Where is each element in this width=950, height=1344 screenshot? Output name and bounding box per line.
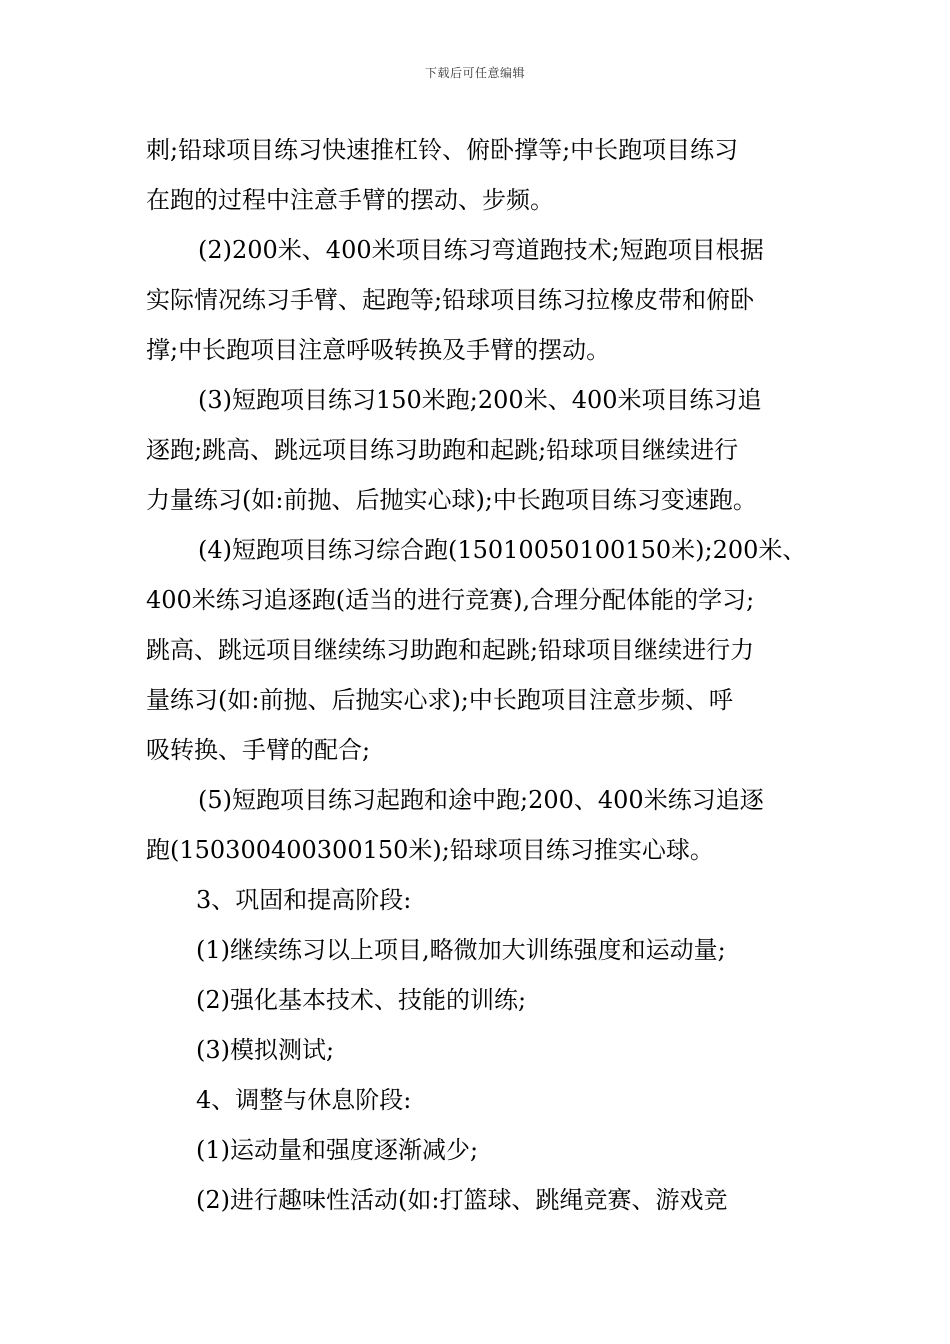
text-line: 在跑的过程中注意手臂的摆动、步频。 [146, 186, 554, 214]
paragraph-start-line: (5)短跑项目练习起跑和途中跑;200、400米练习追逐 [198, 786, 764, 814]
list-item-line: (2)进行趣味性活动(如:打篮球、跳绳竞赛、游戏竞 [196, 1186, 728, 1214]
document-body [146, 125, 811, 1225]
paragraph-start-line: (4)短跑项目练习综合跑(15010050100150米);200米、 [198, 536, 807, 564]
text-line: 量练习(如:前抛、后抛实心求);中长跑项目注意步频、呼 [146, 686, 733, 714]
paragraph-start-line: (3)短跑项目练习150米跑;200米、400米项目练习追 [198, 386, 762, 414]
list-item-line: (1)继续练习以上项目,略微加大训练强度和运动量; [196, 936, 726, 964]
text-line: 刺;铅球项目练习快速推杠铃、俯卧撑等;中长跑项目练习 [146, 136, 739, 164]
text-line: 吸转换、手臂的配合; [146, 736, 371, 764]
text-line: 400米练习追逐跑(适当的进行竞赛),合理分配体能的学习; [146, 586, 755, 614]
list-item-line: (2)强化基本技术、技能的训练; [196, 986, 527, 1014]
text-line: 力量练习(如:前抛、后抛实心球);中长跑项目练习变速跑。 [146, 486, 757, 514]
paragraph-start-line: (2)200米、400米项目练习弯道跑技术;短跑项目根据 [198, 236, 764, 264]
list-item-line: (1)运动量和强度逐渐减少; [196, 1136, 479, 1164]
text-line: 跳高、跳远项目继续练习助跑和起跳;铅球项目继续进行力 [146, 636, 755, 664]
text-line: 实际情况练习手臂、起跑等;铅球项目练习拉橡皮带和俯卧 [146, 286, 755, 314]
list-item-line: (3)模拟测试; [196, 1036, 335, 1064]
text-line: 跑(150300400300150米);铅球项目练习推实心球。 [146, 836, 714, 864]
section-heading-line: 4、调整与休息阶段: [196, 1086, 412, 1114]
text-line: 撑;中长跑项目注意呼吸转换及手臂的摆动。 [146, 336, 611, 364]
section-heading-line: 3、巩固和提高阶段: [196, 886, 412, 914]
text-line: 逐跑;跳高、跳远项目练习助跑和起跳;铅球项目继续进行 [146, 436, 739, 464]
page-header: 下载后可任意编辑 [424, 66, 525, 80]
